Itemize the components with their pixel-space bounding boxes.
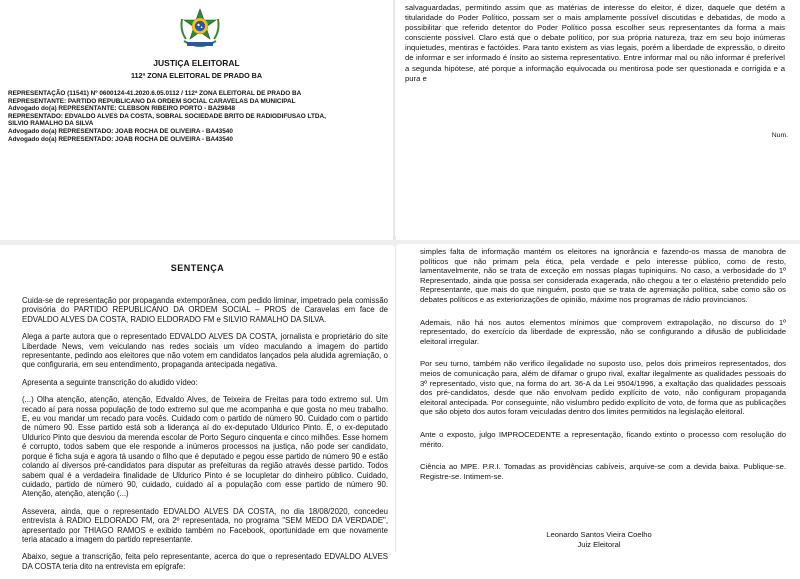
court-name: JUSTIÇA ELEITORAL	[153, 58, 240, 68]
case-line: REPRESENTADO: EDVALDO ALVES DA COSTA, SOBRAL SOCIEDADE BRITO DE RADIODIFUSAO LTDA,	[8, 112, 326, 120]
signer-role: Juiz Eleitoral	[577, 540, 621, 549]
paragraph: Assevera, ainda, que o representado EDVALDO ALVES DA COSTA, no dia 18/08/2020, concedeu entrevista à RADIO ELDORADO FM, ora 2º representada, no programa "SEM MEDO DA VERDADE", apresentado por THIAGO RAMOS e exibido também no Facebook, oportunidade em que novamente teria atacado a imagem do partido representante.	[22, 506, 388, 544]
case-line: REPRESENTANTE: PARTIDO REPUBLICANO DA ORDEM SOCIAL CARAVELAS DA MUNICIPAL	[8, 97, 296, 105]
case-line: Advogado do(a) REPRESENTANTE: CLEBSON RIBEIRO PORTO - BA29848	[8, 105, 236, 113]
decision-panel	[398, 244, 800, 552]
paragraph: Abaixo, segue a transcrição, feita pelo representante, acerca do que o representado EDVALDO ALVES DA COSTA teria dito na entrevista em epígrafe:	[22, 552, 388, 571]
page-continuation-top	[395, 0, 800, 236]
paragraph: Cuida-se de representação por propaganda extemporânea, com pedido liminar, impetrado pela comissão provisória do PARTIDO REPUBLICANO DA ORDEM SOCIAL – PROS de Caravelas em face de EDVALDO ALVES DA COSTA, RADIO ELDORADO FM e SILVIO RAMALHO DA SILVA.	[22, 296, 388, 324]
paragraph: Ademais, não há nos autos elementos mínimos que comprovem extrapolação, no discurso do 1º representado, do exercício da liberdade de expressão, não se configurando a difusão de publicidade eleitoral irregular.	[420, 317, 786, 346]
brasao-republica-icon	[178, 5, 222, 51]
sentenca-body	[22, 296, 388, 579]
case-metadata	[8, 90, 393, 143]
signer-name: Leonardo Santos Vieira Coelho	[546, 530, 652, 539]
paragraph: salvaguardadas, permitindo assim que as matérias de interesse do eleitor, é dizer, daquele que detém a titularidade do Poder Político, possam ser o mais amplamente possível discutidas e debatidas, de modo a possibilitar que referido detentor do Poder Político possa escolher seus representantes da forma a mais consciente possível. Claro está que o debate político, por sua própria natureza, traz em seu bojo inúmeras inquietudes, mentiras e factóides. Para tanto existem as vias legais, porém a liberdade de expressão, o direito de informar e ser informado é ínsito ao sistema representativo. Entre informar mal ou não informar é preferível a segunda hipótese, até porque a informação equivocada ou mentirosa pode ser questionada e corrigida e a pura e	[405, 3, 785, 83]
paragraph: Apresenta a seguinte transcrição do aludido vídeo:	[22, 377, 198, 387]
electoral-zone: 112ª ZONA ELEITORAL DE PRADO BA	[130, 71, 263, 80]
paragraph: simples falta de informação mantém os eleitores na ignorância e fazendo-os massa de manobra de políticos que não primam pela ética, pela verdade e pelo interesse público, como de resto, lamentavelmente, não se trata de exceção em nossas plagas tupiniquins. No caso, a verbosidade do 1º Representado, ainda que possa ser considerada exagerada, não chegou a ter o elastério pretendido pelo Representante, que mais do que ninguém, posto que se trata de agremiação política, sabe como são os debates políticos e as exteriorizações de opinião, máxime nos programas de rádio provincianos.	[420, 247, 786, 304]
verdict-paragraph: Ante o exposto, julgo IMPROCEDENTE a representação, ficando extinto o processo com resolução do mérito.	[420, 429, 786, 449]
paragraph: Por seu turno, também não verifico ilegalidade no suposto uso, pelos dois primeiros representados, dos meios de comunicação para, além de difamar o grupo rival, exaltar ilegalmente as qualidades pessoais do 3º representado, visto que, na forma do art. 36-A da Lei 9504/1996, a exaltação das qualidades pessoais dos pré-candidatos, desde que não envolvam pedido explícito de voto, não configuram propaganda eleitoral antecipada. Por conseguinte, não vislumbro pedido explícito de voto, de forma que as publicações que são objeto dos autos foram veiculadas dentro dos limites permitidos na legislação eleitoral.	[420, 359, 786, 417]
document-header-panel	[0, 0, 393, 240]
case-line: Advogado do(a) REPRESENTADO: JOAB ROCHA DE OLIVEIRA - BA43540	[8, 135, 233, 143]
decision-body	[420, 247, 786, 494]
case-line: REPRESENTAÇÃO (11541) Nº 0600124-41.2020.6.05.0112 / 112ª ZONA ELEITORAL DE PRADO BA	[8, 90, 302, 97]
paragraph: Alega a parte autora que o representado EDVALDO ALVES DA COSTA, jornalista e proprietário do site Liberdade News, vem veiculando nas redes sociais um vídeo maculando a imagem do partido representante, pedindo aos eleitores que não votem em candidatos lançados pela aludida agremiação, o que configuraria, em seu entendimento, propaganda antecipada negativa.	[22, 332, 388, 370]
quoted-transcript: (...) Olha atenção, atenção, atenção, Edvaldo Alves, de Teixeira de Freitas para todo extremo sul. Um recado aí para nossa população de todo extremo sul que me acompanha e que gosta no meu trabalho. E, eu vou mandar um recado para vocês. Cuidado com o partido de número 90. Cuidado com o partido de número 90. Esse partido está sob a liderança aí do ex-deputado Uldurico Pinto. É, o ex-deputado Uldurico Pinto que desviou da merenda escolar de Porto Seguro cinquenta e cinco milhões. Esse homem é corrupto, todos sabem que ele responde a inúmeros processos na justiça, não pode ser candidato, porque é ficha suja e agora tá usando o filho que é deputado e pegou esse partido de número 90 e estão colando aí diversos pré-candidatos para disputar as prefeituras da região através desse partido. Todos sabem qual é a verdadeira finalidade de Uldurico Pinto é se locupletar do dinheiro público. Cuidado, cuidado, partido de número 90, cuidado, cuidado aí a população com esse partido de número 90. Atenção, atenção, atenção (...)	[22, 395, 388, 499]
case-line: SILVIO RAMALHO DA SILVA	[8, 120, 94, 128]
sentenca-heading: SENTENÇA	[170, 263, 225, 273]
case-line: Advogado do(a) REPRESENTADO: JOAB ROCHA DE OLIVEIRA - BA43540	[8, 127, 233, 135]
sentenca-panel	[0, 246, 395, 571]
page-number-label: Num.	[771, 132, 788, 139]
paragraph: Ciência ao MPE. P.R.I. Tomadas as providências cabíveis, arquive-se com a devida baixa. Publique-se. Registre-se. Intimem-se.	[420, 462, 786, 481]
